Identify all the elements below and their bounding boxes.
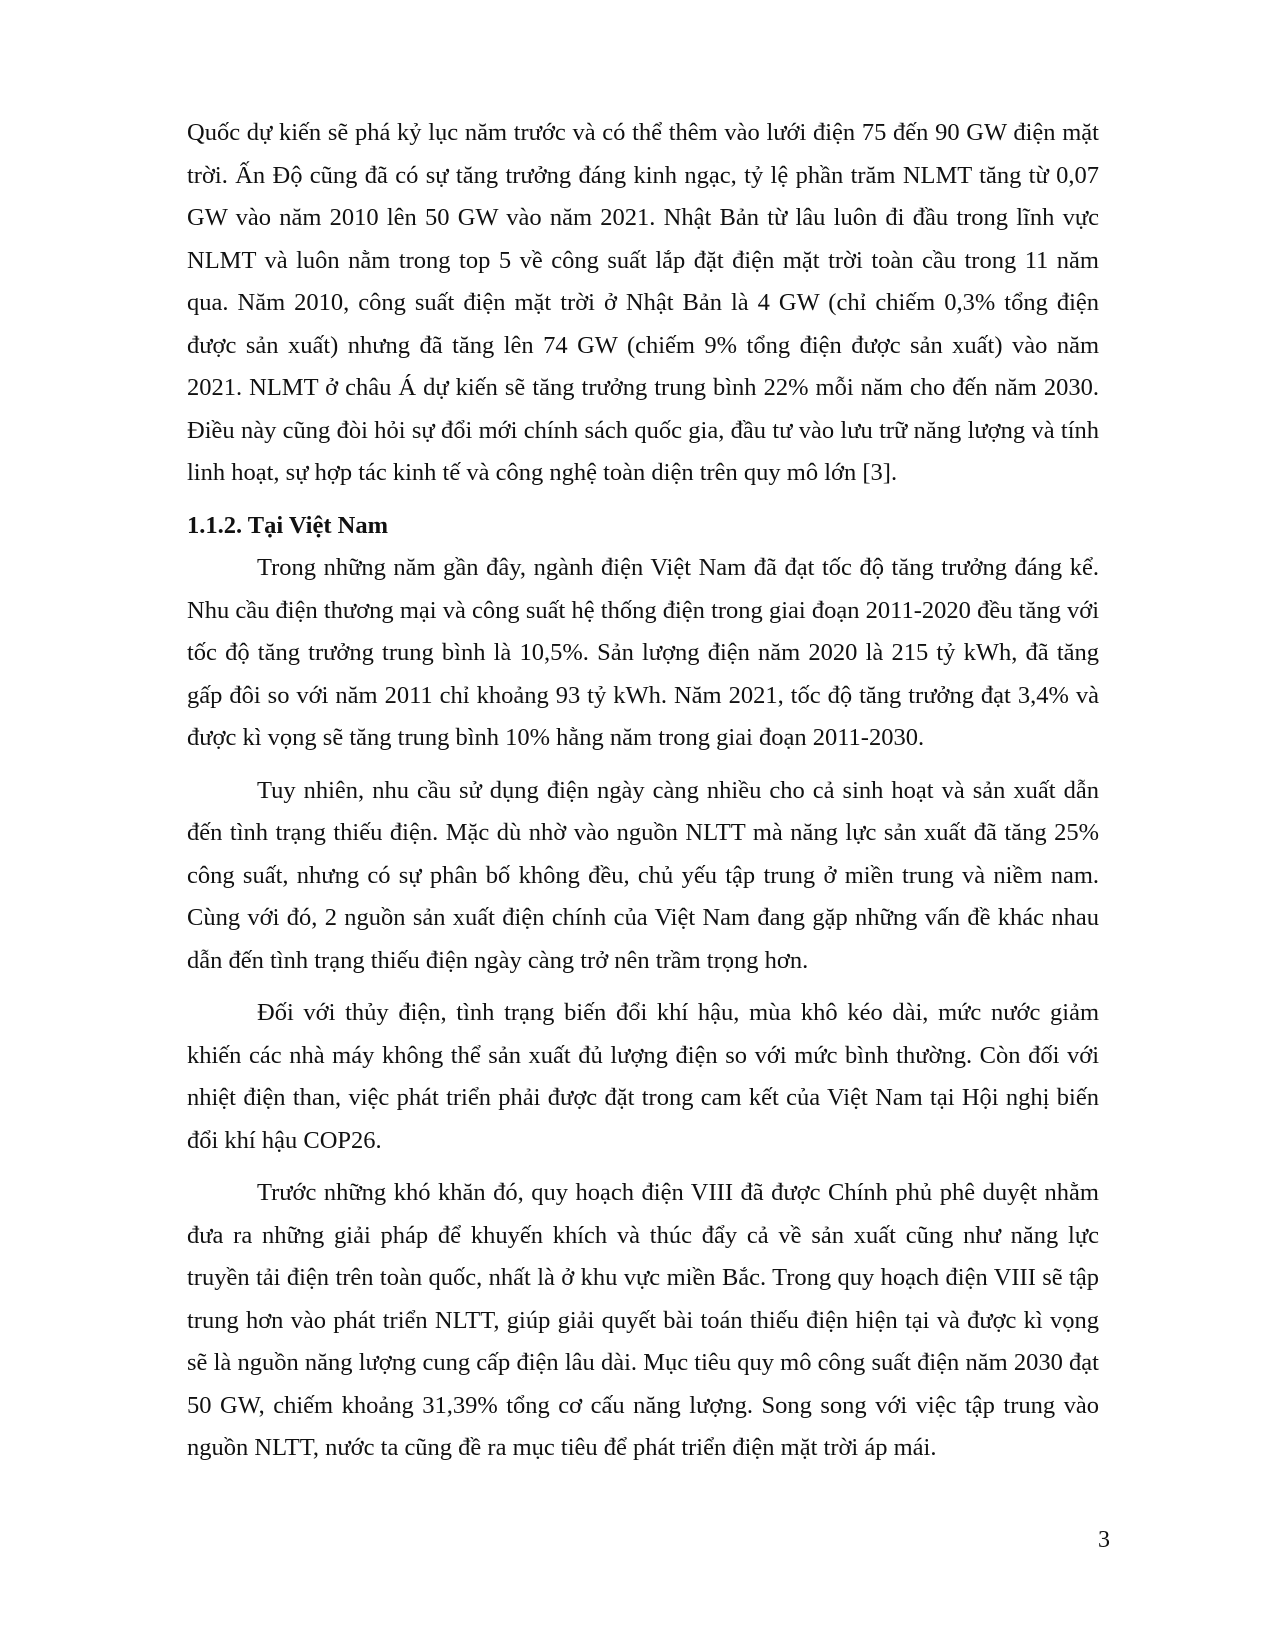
paragraph: Đối với thủy điện, tình trạng biến đổi khí hậu, mùa khô kéo dài, mức nước giảm khiến các nhà máy không thể sản xuất đủ lượng điện so với mức bình thường. Còn đối với nhiệt điện than, việc phát triển phải được đặt trong cam kết của Việt Nam tại Hội nghị biến đổi khí hậu COP26. — [187, 999, 1099, 1154]
page-number: 3 — [1098, 1527, 1110, 1553]
paragraph: Trước những khó khăn đó, quy hoạch điện VIII đã được Chính phủ phê duyệt nhằm đưa ra những giải pháp để khuyến khích và thúc đẩy cả về sản xuất cũng như năng lực truyền tải điện trên toàn quốc, nhất là ở khu vực miền Bắc. Trong quy hoạch điện VIII sẽ tập trung hơn vào phát triển NLTT, giúp giải quyết bài toán thiếu điện hiện tại và được kì vọng sẽ là nguồn năng lượng cung cấp điện lâu dài. Mục tiêu quy mô công suất điện năm 2030 đạt 50 GW, chiếm khoảng 31,39% tổng cơ cấu năng lượng. Song song với việc tập trung vào nguồn NLTT, nước ta cũng đề ra mục tiêu để phát triển điện mặt trời áp mái. — [187, 1179, 1099, 1461]
section-heading: 1.1.2. Tại Việt Nam — [187, 511, 388, 539]
paragraph: Tuy nhiên, nhu cầu sử dụng điện ngày càng nhiều cho cả sinh hoạt và sản xuất dẫn đến tình trạng thiếu điện. Mặc dù nhờ vào nguồn NLTT mà năng lực sản xuất đã tăng 25% công suất, nhưng có sự phân bố không đều, chủ yếu tập trung ở miền trung và niềm nam. Cùng với đó, 2 nguồn sản xuất điện chính của Việt Nam đang gặp những vấn đề khác nhau dẫn đến tình trạng thiếu điện ngày càng trở nên trầm trọng hơn. — [187, 776, 1099, 974]
paragraph: Trong những năm gần đây, ngành điện Việt Nam đã đạt tốc độ tăng trưởng đáng kể. Nhu cầu điện thương mại và công suất hệ thống điện trong giai đoạn 2011-2020 đều tăng với tốc độ tăng trưởng trung bình là 10,5%. Sản lượng điện năm 2020 là 215 tỷ kWh, đã tăng gấp đôi so với năm 2011 chỉ khoảng 93 tỷ kWh. Năm 2021, tốc độ tăng trưởng đạt 3,4% và được kì vọng sẽ tăng trung bình 10% hằng năm trong giai đoạn 2011-2030. — [187, 554, 1099, 751]
document-body — [187, 112, 1099, 1470]
paragraph-continued: Quốc dự kiến sẽ phá kỷ lục năm trước và có thể thêm vào lưới điện 75 đến 90 GW điện mặt trời. Ấn Độ cũng đã có sự tăng trưởng đáng kinh ngạc, tỷ lệ phần trăm NLMT tăng từ 0,07 GW vào năm 2010 lên 50 GW vào năm 2021. Nhật Bản từ lâu luôn đi đầu trong lĩnh vực NLMT và luôn nằm trong top 5 về công suất lắp đặt điện mặt trời toàn cầu trong 11 năm qua. Năm 2010, công suất điện mặt trời ở Nhật Bản là 4 GW (chỉ chiếm 0,3% tổng điện được sản xuất) nhưng đã tăng lên 74 GW (chiếm 9% tổng điện được sản xuất) vào năm 2021. NLMT ở châu Á dự kiến sẽ tăng trưởng trung bình 22% mỗi năm cho đến năm 2030. Điều này cũng đòi hỏi sự đổi mới chính sách quốc gia, đầu tư vào lưu trữ năng lượng và tính linh hoạt, sự hợp tác kinh tế và công nghệ toàn diện trên quy mô lớn [3]. — [187, 119, 1099, 486]
